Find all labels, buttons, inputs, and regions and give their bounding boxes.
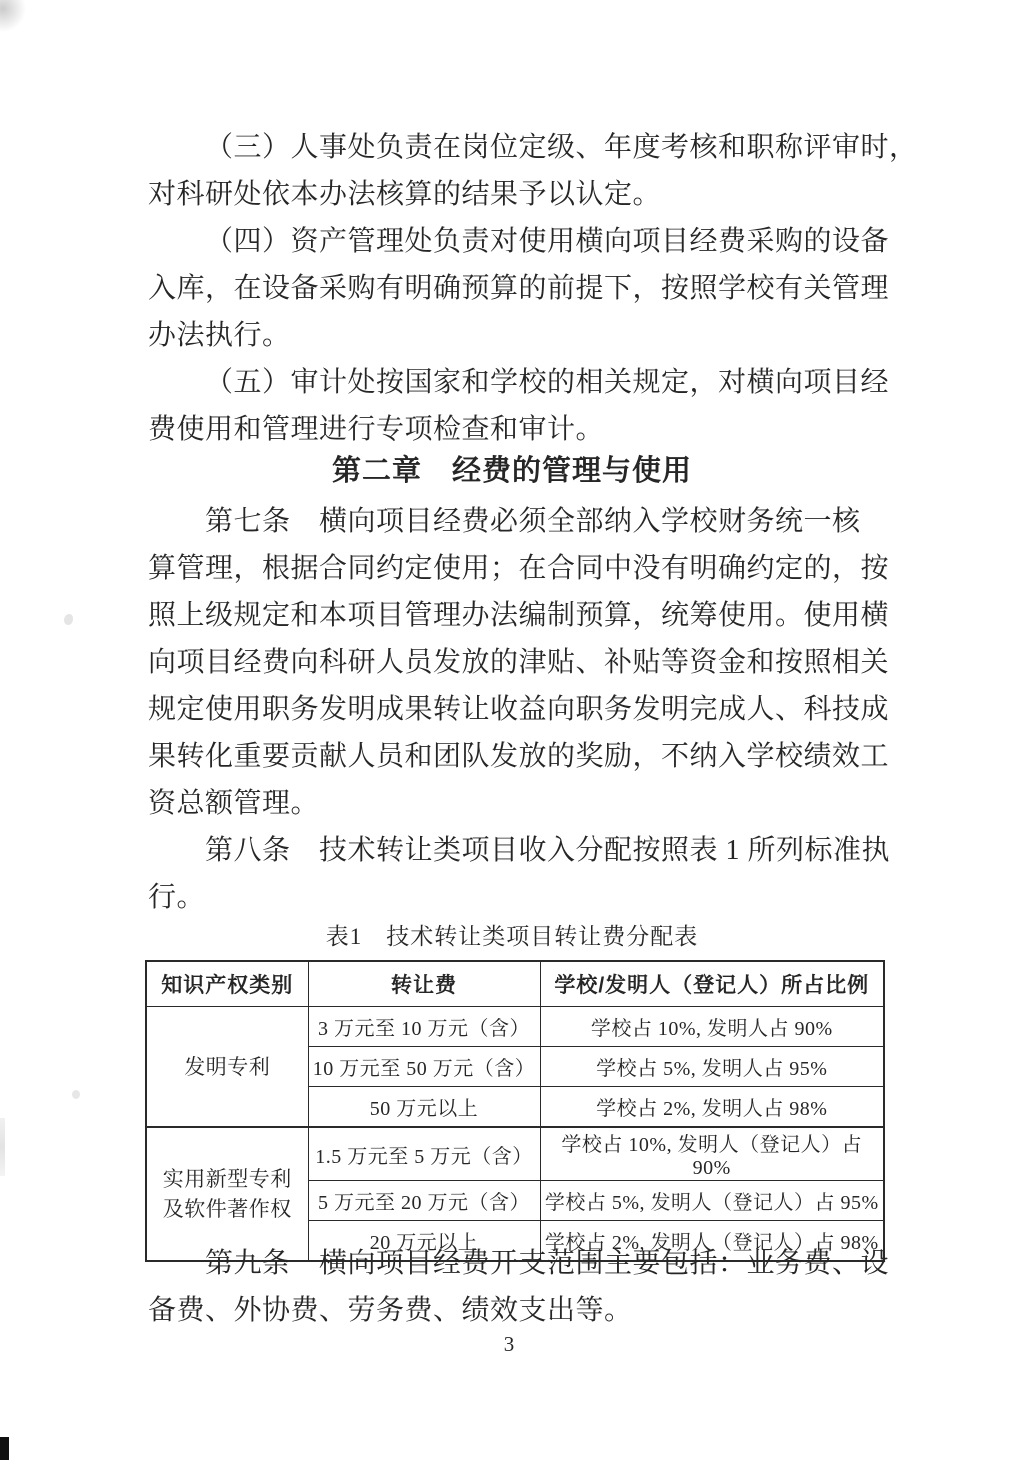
table-cell-fee-range: 20 万元以上 [308, 1221, 540, 1262]
page-number: 3 [503, 1332, 515, 1356]
text-line: 办法执行。 [148, 320, 291, 351]
table-cell-category: 实用新型专利及软件著作权 [146, 1127, 308, 1261]
paragraph-block-items-3-to-5 [148, 124, 918, 453]
table-row [146, 1007, 884, 1047]
table-cell-share-ratio: 学校占 5%, 发明人（登记人）占 95% [540, 1181, 884, 1221]
table-body [146, 1007, 884, 1262]
table-cell-share-ratio: 学校占 10%, 发明人（登记人）占 90% [540, 1127, 884, 1181]
transfer-fee-allocation-table [145, 960, 885, 1262]
text-line: 备费、外协费、劳务费、绩效支出等。 [148, 1295, 633, 1326]
text-line: 果转化重要贡献人员和团队发放的奖励，不纳入学校绩效工 [148, 741, 890, 772]
scan-edge-smudge-artifact [0, 1118, 5, 1176]
table-header-row [146, 961, 884, 1007]
text-line: 入库，在设备采购有明确预算的前提下，按照学校有关管理 [148, 273, 890, 304]
text-line: 向项目经费向科研人员发放的津贴、补贴等资金和按照相关 [148, 647, 890, 678]
paragraph-block-article-9 [148, 1240, 890, 1334]
table-cell-fee-range: 5 万元至 20 万元（含） [308, 1181, 540, 1221]
table-cell-fee-range: 1.5 万元至 5 万元（含） [308, 1127, 540, 1181]
text-line: 第八条 技术转让类项目收入分配按照表 1 所列标准执 [205, 835, 891, 866]
table-row [146, 1127, 884, 1181]
table-cell-share-ratio: 学校占 2%, 发明人占 98% [540, 1087, 884, 1128]
table-cell-share-ratio: 学校占 5%, 发明人占 95% [540, 1047, 884, 1087]
text-line: 第七条 横向项目经费必须全部纳入学校财务统一核 [205, 506, 861, 537]
table-title: 表1 技术转让类项目转让费分配表 [325, 924, 699, 949]
scan-speck-artifact [64, 614, 73, 625]
text-line: 照上级规定和本项目管理办法编制预算，统筹使用。使用横 [148, 600, 890, 631]
scan-speck-artifact [72, 1090, 80, 1099]
table-cell-category: 发明专利 [146, 1007, 308, 1128]
table-cell-share-ratio: 学校占 2%, 发明人（登记人）占 98% [540, 1221, 884, 1262]
text-line: 算管理，根据合同约定使用；在合同中没有明确约定的，按 [148, 553, 890, 584]
text-line: 对科研处依本办法核算的结果予以认定。 [148, 179, 662, 210]
table-header-share-ratio: 学校/发明人（登记人）所占比例 [540, 961, 884, 1007]
table-cell-fee-range: 10 万元至 50 万元（含） [308, 1047, 540, 1087]
text-line: （三）人事处负责在岗位定级、年度考核和职称评审时， [205, 132, 918, 163]
table-cell-fee-range: 50 万元以上 [308, 1087, 540, 1128]
paragraph-block-articles-7-8 [148, 498, 891, 921]
scan-corner-mark-artifact [0, 1437, 9, 1460]
text-line: 规定使用职务发明成果转让收益向职务发明完成人、科技成 [148, 694, 890, 725]
text-line: 资总额管理。 [148, 788, 320, 819]
text-line: 行。 [148, 882, 206, 913]
table-header-ip-category: 知识产权类别 [146, 961, 308, 1007]
text-line: （五）审计处按国家和学校的相关规定，对横向项目经 [205, 367, 890, 398]
scan-smudge-artifact [0, 0, 28, 34]
text-line: 第九条 横向项目经费开支范围主要包括：业务费、设 [205, 1248, 890, 1279]
text-line: （四）资产管理处负责对使用横向项目经费采购的设备 [205, 226, 890, 257]
table-header-transfer-fee: 转让费 [308, 961, 540, 1007]
table-cell-share-ratio: 学校占 10%, 发明人占 90% [540, 1007, 884, 1047]
chapter-heading: 第二章 经费的管理与使用 [331, 455, 692, 487]
table-cell-fee-range: 3 万元至 10 万元（含） [308, 1007, 540, 1047]
text-line: 费使用和管理进行专项检查和审计。 [148, 414, 605, 445]
